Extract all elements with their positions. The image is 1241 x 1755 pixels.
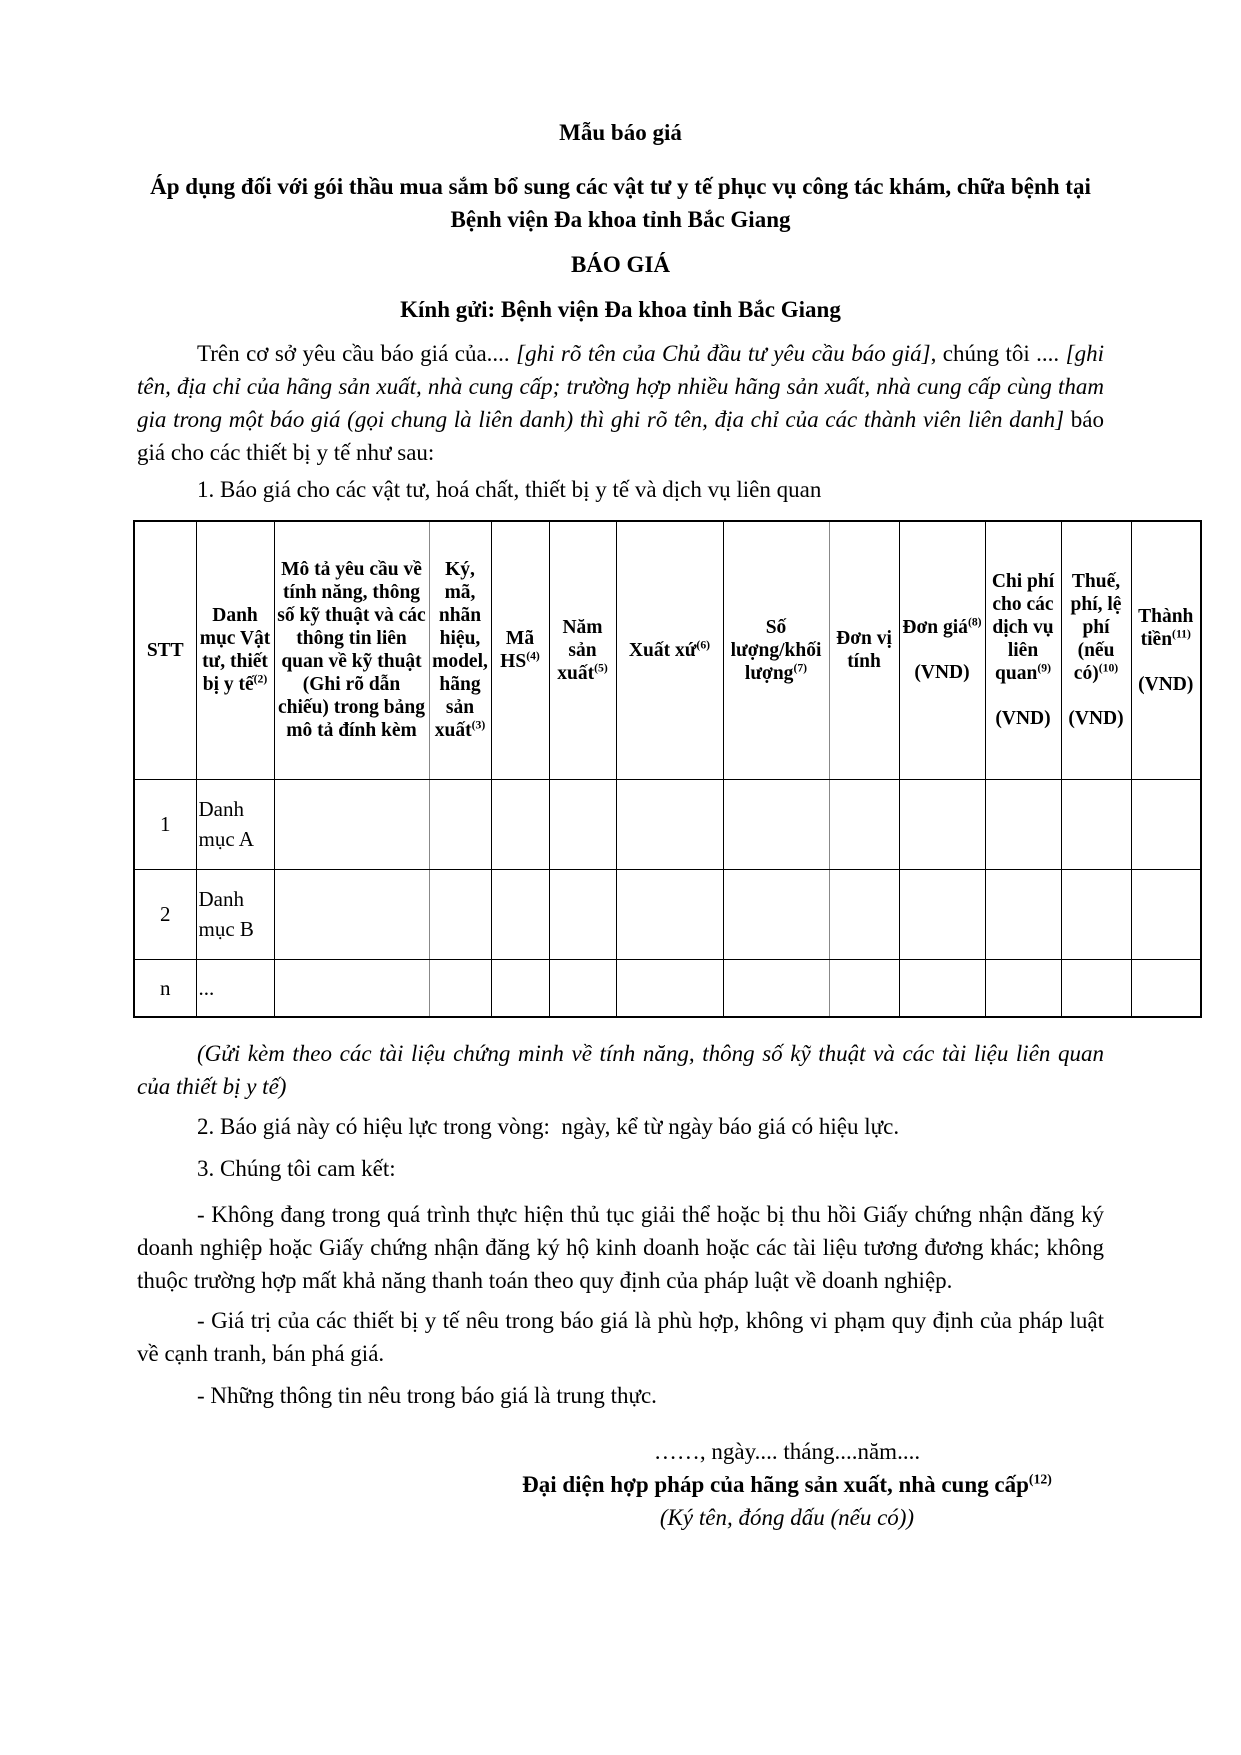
section-3: 3. Chúng tôi cam kết: (197, 1156, 396, 1181)
stt-cell: n (134, 959, 196, 1017)
empty-cell (829, 959, 899, 1017)
empty-cell (274, 869, 429, 959)
empty-cell (274, 959, 429, 1017)
empty-cell (723, 959, 829, 1017)
empty-cell (429, 959, 491, 1017)
col-header-stt: STT (134, 521, 196, 779)
commitment-1: - Không đang trong quá trình thực hiện thủ tục giải thể hoặc bị thu hồi Giấy chứng nhận đăng ký doanh nghiệp hoặc Giấy chứng nhận đăng ký hộ kinh doanh hoặc các tài liệu tương đương khác; không thuộc trường hợp mất khả năng thanh toán theo quy định của pháp luật về doanh nghiệp. (137, 1202, 1104, 1293)
col-header-mo-ta: Mô tả yêu cầu về tính năng, thông số kỹ thuật và các thông tin liên quan về kỹ thuật (Ghi rõ dẫn chiếu) trong bảng mô tả đính kèm (274, 521, 429, 779)
table-row (134, 959, 1201, 1017)
col-header-danh-muc: Danh mục Vật tư, thiết bị y tế$^{(2)}$ (196, 521, 274, 779)
commitment-3: - Những thông tin nêu trong báo giá là trung thực. (197, 1383, 657, 1408)
col-header-xuat-xu: Xuất xứ$^{(6)}$ (616, 521, 723, 779)
empty-cell (723, 779, 829, 869)
col-header-don-gia: Đơn giá$^{(8)}$ (VND) (899, 521, 985, 779)
stt-cell: 1 (134, 779, 196, 869)
empty-cell (616, 869, 723, 959)
empty-cell (829, 779, 899, 869)
empty-cell (1131, 779, 1201, 869)
empty-cell (274, 779, 429, 869)
empty-cell (549, 959, 616, 1017)
empty-cell (491, 959, 549, 1017)
col-header-ma-hs: Mã HS$^{(4)}$ (491, 521, 549, 779)
col-header-nam-san-xuat: Năm sản xuất$^{(5)}$ (549, 521, 616, 779)
section-2: 2. Báo giá này có hiệu lực trong vòng: ngày, kể từ ngày báo giá có hiệu lực. (197, 1114, 900, 1139)
section-1-title: 1. Báo giá cho các vật tư, hoá chất, thiết bị y tế và dịch vụ liên quan (197, 477, 822, 502)
empty-cell (616, 779, 723, 869)
col-header-ky-ma-hieu: Ký, mã, nhãn hiệu, model, hãng sản xuất$^{(3)}$ (429, 521, 491, 779)
empty-cell (1061, 779, 1131, 869)
intro-text-3: báo giá cho các thiết bị y tế như sau: (137, 407, 1104, 465)
intro-paragraph (137, 337, 1104, 469)
empty-cell (899, 869, 985, 959)
table-row (134, 779, 1201, 869)
empty-cell (1061, 959, 1131, 1017)
table-row (134, 869, 1201, 959)
empty-cell (429, 869, 491, 959)
category-cell: Danh mục A (196, 779, 274, 869)
subtitle: Áp dụng đối với gói thầu mua sắm bổ sung các vật tư y tế phục vụ công tác khám, chữa bệnh tại Bệnh viện Đa khoa tỉnh Bắc Giang (150, 174, 1091, 232)
quote-table (133, 520, 1202, 1018)
empty-cell (985, 959, 1061, 1017)
table-header-row (134, 521, 1201, 779)
col-header-thanh-tien: Thành tiền$^{(11)}$ (VND) (1131, 521, 1201, 779)
empty-cell (549, 869, 616, 959)
empty-cell (549, 779, 616, 869)
stt-cell: 2 (134, 869, 196, 959)
empty-cell (985, 779, 1061, 869)
col-header-so-luong: Số lượng/khối lượng$^{(7)}$ (723, 521, 829, 779)
col-header-thue-phi: Thuế, phí, lệ phí (nếu có)$^{(10)}$ (VND) (1061, 521, 1131, 779)
intro-placeholder-1: [ghi rõ tên của Chủ đầu tư yêu cầu báo giá] (516, 341, 931, 366)
intro-text-1: Trên cơ sở yêu cầu báo giá của.... (197, 341, 517, 366)
category-cell: Danh mục B (196, 869, 274, 959)
empty-cell (1061, 869, 1131, 959)
page-title: Mẫu báo giá (559, 120, 682, 145)
intro-text-2: , chúng tôi .... (930, 341, 1066, 366)
col-header-chi-phi-dich-vu: Chi phí cho các dịch vụ liên quan$^{(9)}$ (VND) (985, 521, 1061, 779)
intro-placeholder-2: [ghi tên, địa chỉ của hãng sản xuất, nhà cung cấp; trường hợp nhiều hãng sản xuất, nhà cung cấp cùng tham gia trong một báo giá (gọi chung là liên danh) thì ghi rõ tên, địa chỉ của các thành viên liên danh] (137, 341, 1104, 432)
empty-cell (429, 779, 491, 869)
empty-cell (985, 869, 1061, 959)
commitment-2: - Giá trị của các thiết bị y tế nêu trong báo giá là phù hợp, không vi phạm quy định của pháp luật về cạnh tranh, bán phá giá. (137, 1308, 1104, 1366)
sign-note: (Ký tên, đóng dấu (nếu có)) (659, 1505, 915, 1530)
empty-cell (1131, 959, 1201, 1017)
date-line: ……, ngày.... tháng....năm.... (653, 1439, 921, 1464)
signature-block (470, 1435, 1104, 1534)
empty-cell (829, 869, 899, 959)
heading-bao-gia: BÁO GIÁ (570, 252, 671, 277)
empty-cell (1131, 869, 1201, 959)
empty-cell (723, 869, 829, 959)
empty-cell (899, 779, 985, 869)
empty-cell (491, 869, 549, 959)
empty-cell (899, 959, 985, 1017)
empty-cell (616, 959, 723, 1017)
empty-cell (491, 779, 549, 869)
legal-representative-line: Đại diện hợp pháp của hãng sản xuất, nhà cung cấp$^{(12)}$ (522, 1471, 1052, 1497)
category-cell: ... (196, 959, 274, 1017)
col-header-don-vi-tinh: Đơn vị tính (829, 521, 899, 779)
recipient-line: Kính gửi: Bệnh viện Đa khoa tỉnh Bắc Giang (400, 297, 841, 322)
note-paragraph: (Gửi kèm theo các tài liệu chứng minh về tính năng, thông số kỹ thuật và các tài liệu liên quan của thiết bị y tế) (137, 1041, 1104, 1099)
